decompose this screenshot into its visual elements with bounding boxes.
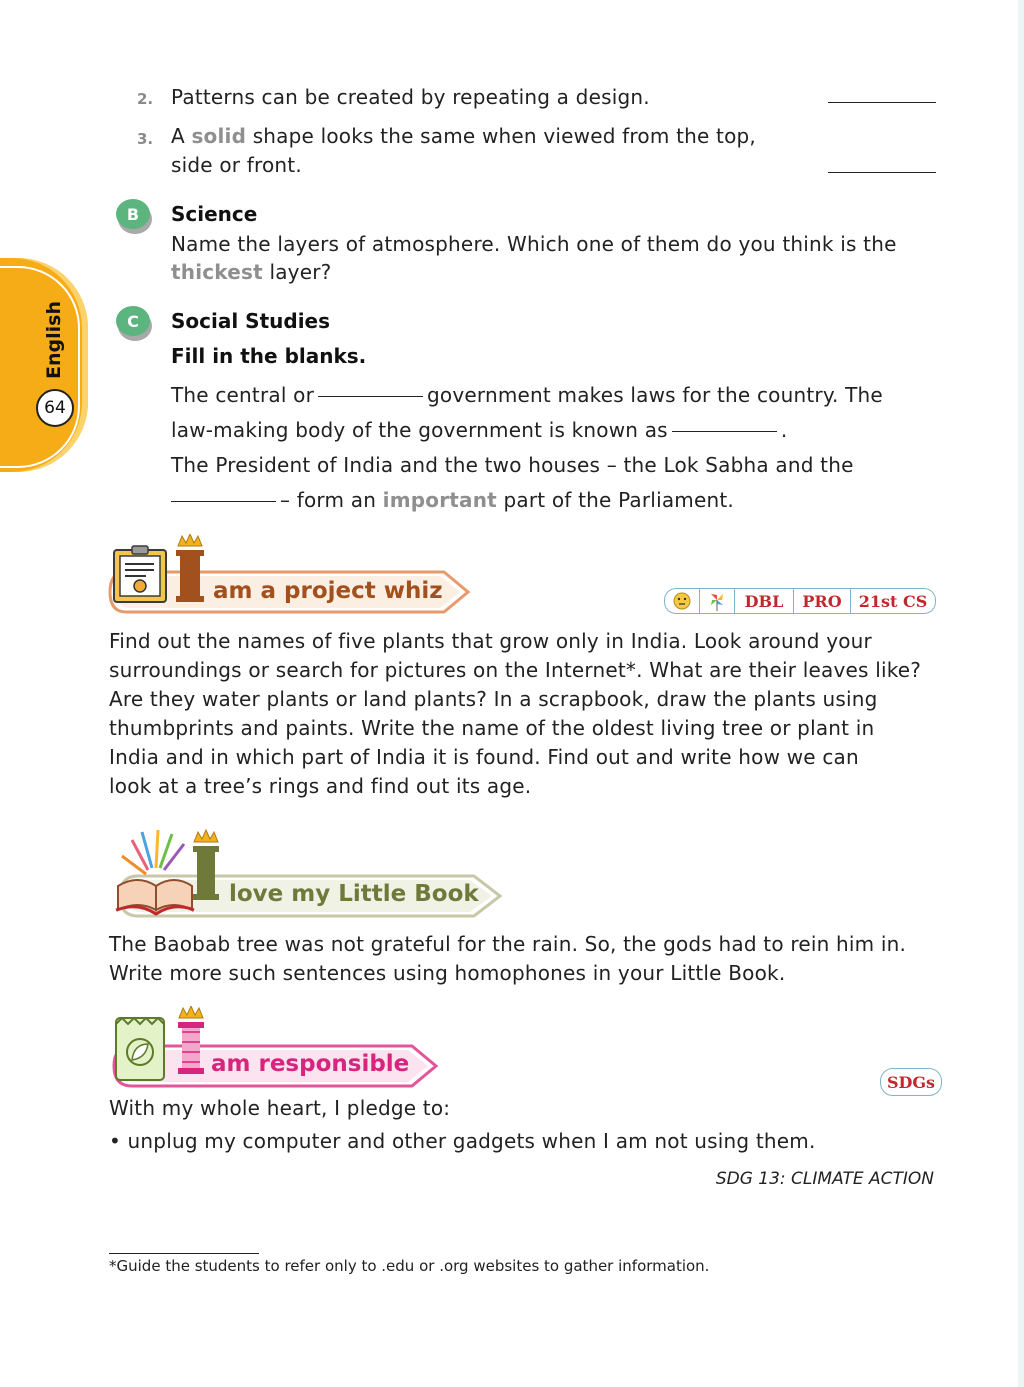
section-heading: Science: [171, 202, 258, 226]
fill-blank-line: law-making body of the government is known as .: [171, 418, 788, 442]
fill-blank-line: The central or government makes laws for the country. The: [171, 383, 883, 407]
question-text-cont: side or front.: [171, 153, 302, 177]
question-text: A solid shape looks the same when viewed from the top,: [171, 124, 756, 148]
little-book-title: love my Little Book: [229, 881, 479, 907]
question-number: 2.: [137, 90, 154, 108]
crown-icon: [179, 1006, 203, 1018]
answer-blank[interactable]: [828, 172, 936, 173]
crown-icon: [178, 534, 202, 546]
tag-21st-cs: 21st CS: [858, 591, 928, 611]
section-badge: C: [116, 306, 150, 336]
fill-blank-line: – form an important part of the Parliament.: [171, 486, 734, 515]
science-question-cont: thickest layer?: [171, 260, 332, 284]
question-number: 3.: [137, 130, 154, 148]
answer-blank[interactable]: [828, 102, 936, 103]
footnote-rule: [109, 1253, 259, 1254]
tag-pro: PRO: [794, 589, 851, 613]
section-heading: Social Studies: [171, 309, 331, 333]
footnote: *Guide the students to refer only to .edu or .org websites to gather information.: [109, 1257, 710, 1275]
fill-blank-line: The President of India and the two houses – the Lok Sabha and the: [171, 453, 854, 477]
answer-blank[interactable]: [672, 430, 777, 432]
responsible-title: am responsible: [211, 1051, 410, 1077]
pledge-intro: With my whole heart, I pledge to:: [109, 1096, 451, 1120]
fireworks-icon: [122, 830, 184, 874]
little-book-paragraph: The Baobab tree was not grateful for the rain. So, the gods had to rein him in. Write more such sentences using homophones in your Little Book.: [109, 932, 907, 985]
section-subheading: Fill in the blanks.: [171, 344, 367, 368]
skill-tags: [664, 588, 936, 614]
thinking-face-icon: [665, 589, 700, 613]
certificate-icon: [114, 546, 166, 602]
page-number: 64: [36, 389, 74, 427]
science-question: Name the layers of atmosphere. Which one of them do you think is the: [171, 232, 897, 256]
section-badge: B: [116, 199, 150, 229]
project-whiz-title: am a project whiz: [213, 578, 443, 604]
subject-label: English: [43, 301, 65, 379]
page-edge-strip: [1018, 0, 1024, 1387]
seed-packet-icon: [116, 1018, 164, 1080]
project-whiz-paragraph: Find out the names of five plants that grow only in India. Look around your surroundings or search for pictures on the Internet*. What are their leaves like? Are they water plants or land plants? In a scrapbook, draw the plants using thumbprints and paints. Write the name of the oldest living tree or plant in India and in which part of India it is found. Find out and write how we can look at a tree’s rings and find out its age.: [109, 629, 922, 798]
responsible-banner: [106, 1006, 446, 1094]
crown-icon: [194, 830, 218, 842]
answer-blank[interactable]: [171, 500, 276, 502]
tag-dbl: DBL: [735, 589, 794, 613]
sdg-badge: SDGs: [880, 1068, 942, 1096]
answer-blank[interactable]: [318, 395, 423, 397]
sdg-note: SDG 13: CLIMATE ACTION: [715, 1169, 934, 1189]
pledge-bullet: • unplug my computer and other gadgets when I am not using them.: [109, 1129, 816, 1153]
question-text: Patterns can be created by repeating a design.: [171, 85, 650, 109]
pinwheel-icon: [700, 589, 735, 613]
